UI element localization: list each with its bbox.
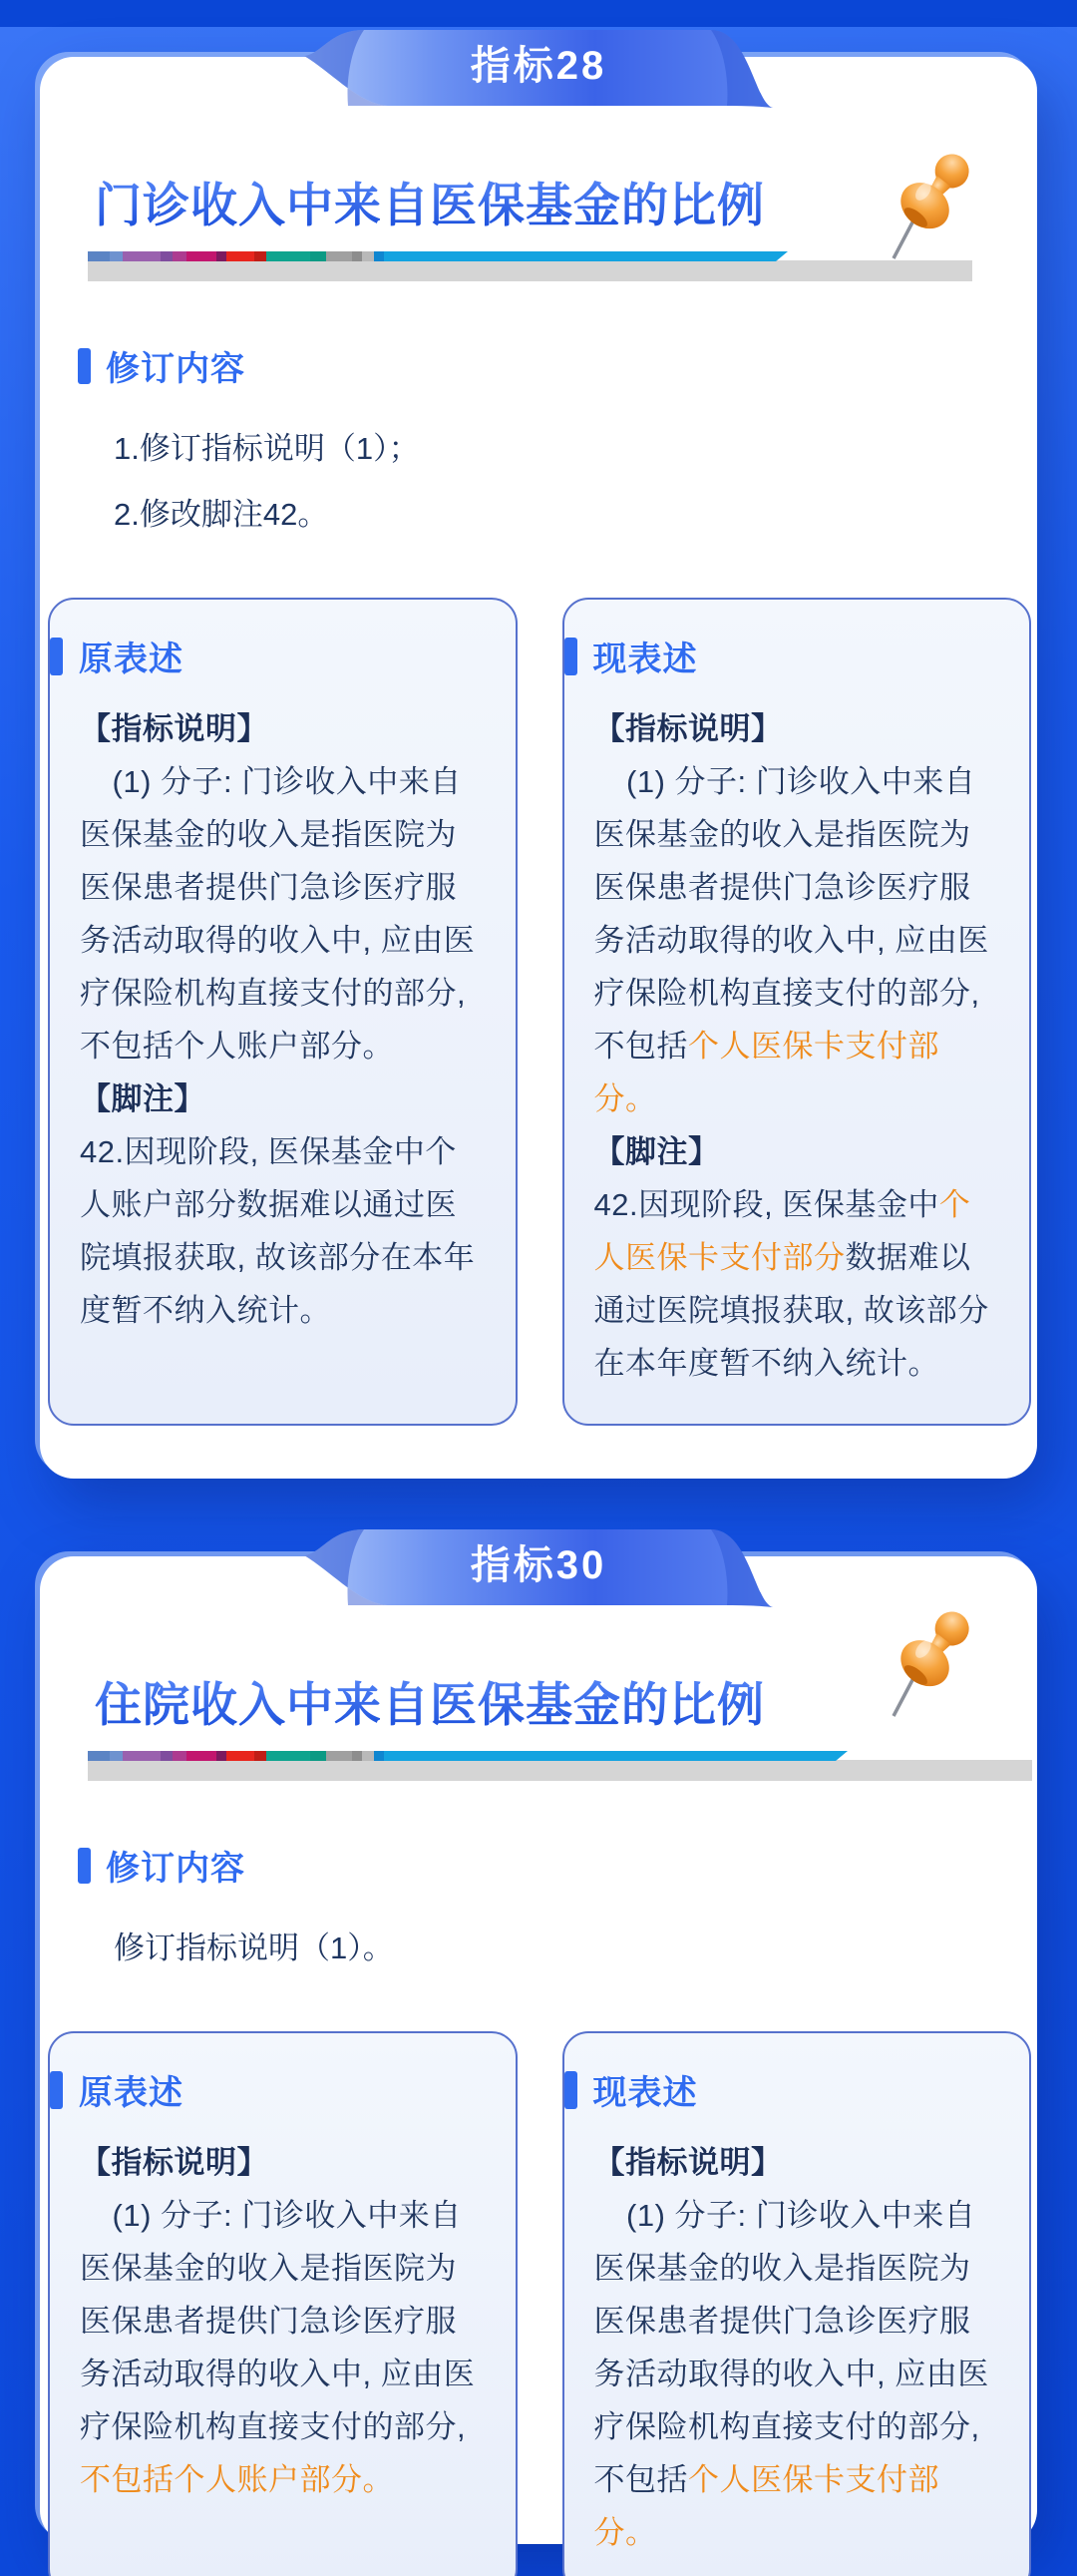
divider-segment [254, 251, 266, 261]
box-label: 原表述 [79, 2074, 183, 2112]
box-paragraph: (1) 分子: 门诊收入中来自医保基金的收入是指医院为医保患者提供门急诊医疗服务活动取得的收入中, 应由医疗保险机构直接支付的部分, 不包括个人医保卡支付部分。 [593, 764, 989, 1116]
box-header [50, 2065, 488, 2114]
box-subhead: 【指标说明】 [80, 2145, 268, 2180]
divider-segment [161, 1751, 173, 1761]
box-content [80, 702, 488, 1337]
current-wording-box [562, 2031, 1032, 2576]
divider-segment [186, 1751, 216, 1761]
indicator-ribbon [304, 26, 773, 110]
indicator-card-28 [40, 44, 1037, 1479]
revision-section-header [78, 341, 1037, 390]
divider-segment [226, 251, 254, 261]
revision-item: 修订指标说明（1）。 [114, 1931, 394, 1965]
divider-segment [173, 1751, 186, 1761]
divider-segment [310, 1751, 326, 1761]
current-wording-box [562, 598, 1032, 1426]
card-title: 住院收入中来自医保基金的比例 [95, 1668, 878, 1735]
revision-section-label: 修订内容 [106, 1850, 245, 1888]
highlighted-text: 不包括个人账户部分。 [80, 2462, 394, 2497]
box-paragraph: 42.因现阶段, 医保基金中个人账户部分数据难以通过医院填报获取, 故该部分在本年度暂不纳入统计。 [80, 1134, 476, 1328]
divider-gray-bar [88, 260, 972, 281]
pushpin-icon [874, 1602, 981, 1724]
divider-segment [110, 1751, 123, 1761]
divider-segment [110, 251, 123, 261]
divider-segment [216, 1751, 226, 1761]
divider-gray-bar [88, 1760, 1032, 1781]
box-paragraph: 42.因现阶段, 医保基金中个人医保卡支付部分数据难以通过医院填报获取, 故该部分在本年度暂不纳入统计。 [593, 1187, 989, 1381]
divider-segment [266, 251, 310, 261]
box-paragraph: (1) 分子: 门诊收入中来自医保基金的收入是指医院为医保患者提供门急诊医疗服务活动取得的收入中, 应由医疗保险机构直接支付的部分, 不包括个人医保卡支付部分。 [593, 2198, 989, 2550]
box-label: 现表述 [592, 2074, 698, 2112]
divider-segment [326, 1751, 352, 1761]
divider-segment [173, 251, 186, 261]
divider-segment [88, 1751, 110, 1761]
divider-segment [186, 251, 216, 261]
indicator-badge: 指标30 [470, 1543, 607, 1587]
card-title: 门诊收入中来自医保基金的比例 [95, 169, 878, 235]
divider-segment [310, 251, 326, 261]
divider-segment [384, 251, 788, 261]
divider-segment [254, 1751, 266, 1761]
divider-segment [123, 1751, 161, 1761]
divider-segment [352, 1751, 362, 1761]
revision-item-list [114, 416, 1037, 548]
box-paragraph: (1) 分子: 门诊收入中来自医保基金的收入是指医院为医保患者提供门急诊医疗服务活动取得的收入中, 应由医疗保险机构直接支付的部分, 不包括个人账户部分。 [80, 2198, 476, 2497]
top-band [0, 0, 1077, 27]
divider-color-strip [88, 1751, 848, 1761]
indicator-badge: 指标28 [470, 44, 607, 88]
box-label: 现表述 [592, 641, 698, 678]
box-paragraph: (1) 分子: 门诊收入中来自医保基金的收入是指医院为医保患者提供门急诊医疗服务活动取得的收入中, 应由医疗保险机构直接支付的部分, 不包括个人账户部分。 [80, 764, 476, 1064]
box-subhead: 【指标说明】 [80, 711, 268, 746]
highlighted-text: 个人医保卡支付部分 [593, 1187, 971, 1275]
divider-segment [161, 251, 173, 261]
divider-segment [88, 251, 110, 261]
box-subhead: 【脚注】 [80, 1081, 205, 1116]
box-marker [564, 638, 577, 675]
indicator-card-30 [40, 1543, 1037, 2550]
box-content [80, 2136, 488, 2506]
box-label: 原表述 [79, 641, 183, 678]
divider-segment [374, 1751, 384, 1761]
comparison-columns [48, 598, 1031, 1426]
box-content [594, 2136, 1002, 2559]
box-marker [50, 638, 63, 675]
box-header [50, 632, 488, 680]
box-header [564, 2065, 1002, 2114]
comparison-columns [48, 2031, 1031, 2576]
divider-segment [266, 1751, 310, 1761]
revision-item: 1.修订指标说明（1）； [114, 431, 420, 466]
box-subhead: 【指标说明】 [593, 2145, 783, 2180]
divider-segment [352, 251, 362, 261]
original-wording-box [48, 2031, 518, 2576]
divider-segment [362, 1751, 374, 1761]
divider-segment [226, 1751, 254, 1761]
highlighted-text: 个人医保卡支付部分。 [593, 1029, 939, 1116]
pushpin-icon [874, 145, 981, 266]
revision-section-header [78, 1841, 1037, 1890]
decorative-divider [88, 251, 972, 285]
divider-segment [326, 251, 352, 261]
indicator-ribbon [304, 1525, 773, 1609]
box-header [564, 632, 1002, 680]
divider-color-strip [88, 251, 788, 261]
section-marker [78, 348, 91, 384]
divider-segment [362, 251, 374, 261]
original-wording-box [48, 598, 518, 1426]
divider-segment [384, 1751, 848, 1761]
revision-item-list [114, 1916, 1037, 1981]
divider-segment [123, 251, 161, 261]
revision-item: 2.修改脚注42。 [114, 497, 329, 532]
box-marker [564, 2071, 577, 2109]
decorative-divider [88, 1751, 1032, 1785]
revision-section-label: 修订内容 [106, 350, 245, 388]
divider-segment [374, 251, 384, 261]
highlighted-text: 个人医保卡支付部分。 [593, 2462, 939, 2550]
box-subhead: 【指标说明】 [593, 711, 783, 746]
divider-segment [216, 251, 226, 261]
section-marker [78, 1848, 91, 1884]
box-subhead: 【脚注】 [593, 1134, 720, 1169]
box-marker [50, 2071, 63, 2109]
box-content [594, 702, 1002, 1390]
